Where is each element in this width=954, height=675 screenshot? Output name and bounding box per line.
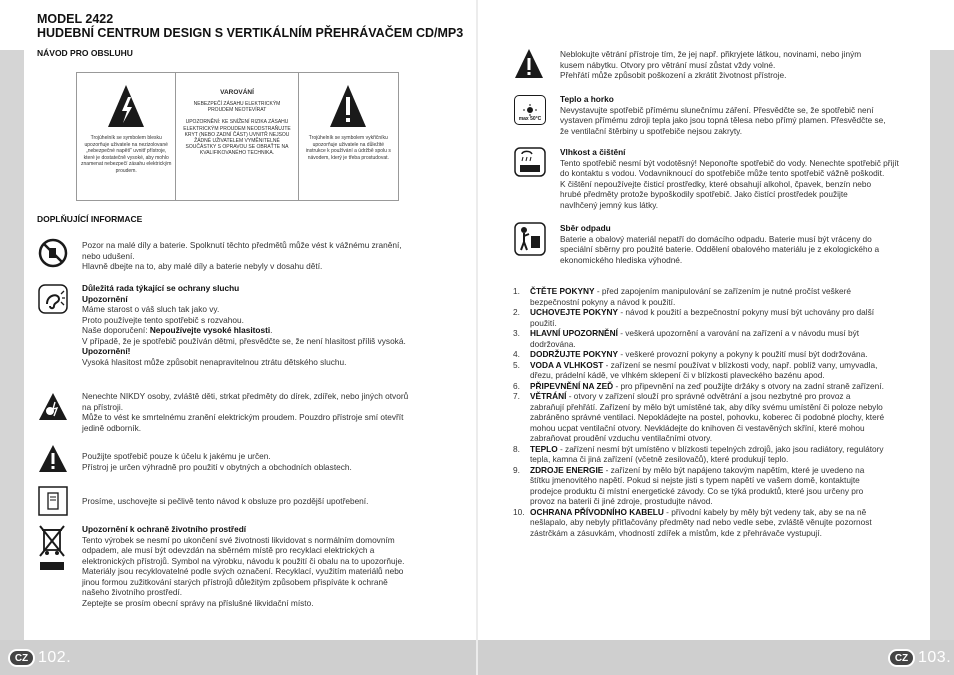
instruction-item: 8. TEPLO - zařízení nesmí být umístěno v blízkosti tepelných zdrojů, jako jsou radiátory, regulátory tepla, kamna či jiná zařízení (včetně zesilovačů), které produkují teplo. — [513, 443, 884, 464]
page-number-103: 103. — [918, 649, 952, 666]
hearing-line-2: Proto používejte tento spotřebič s rozvahou. — [82, 314, 244, 325]
keep-manual-block — [82, 496, 462, 507]
center-fold — [476, 0, 478, 675]
right-footer-band — [478, 640, 954, 675]
ventilation-warning-icon — [514, 48, 544, 80]
instruction-item: 3. HLAVNÍ UPOZORNĚNÍ - veškerá upozornění a varování na zařízení a v návodu musí být dodržována. — [513, 328, 860, 349]
exclamation-warning-cell — [299, 73, 398, 200]
environment-line-2: odpadem, ale musí být odevzdán na sběrném místě pro recyklaci elektrických a — [82, 545, 375, 555]
hearing-recommendation: Nepoužívejte vysoké hlasitosti — [149, 325, 271, 335]
waste-collection-icon — [514, 222, 546, 256]
small-parts-line-2: nebo udušení. — [82, 250, 135, 261]
environment-line-3: elektronických přístrojů. Symbol na výrobku, návodu k použití či obalu na to upozorňuje. — [82, 555, 405, 566]
waste-line-1: Baterie a obalový materiál nepatří do domácího odpadu. Baterie musí být vráceny do — [560, 233, 872, 244]
manual-book-icon — [38, 486, 68, 516]
warning-title: VAROVÁNÍ — [220, 89, 254, 96]
instruction-item: 2. UCHOVEJTE POKYNY - návod k použití a bezpečnostní pokyny musí být uchovány pro další použití. — [513, 307, 875, 328]
hearing-line-4: V případě, že je spotřebič používán dětmi, přesvědčte se, že není hlasitost příliš vysoká. — [82, 335, 406, 346]
waste-line-3: ekonomického hlediska výhodné. — [560, 254, 683, 265]
max-temperature-icon — [514, 95, 546, 125]
keep-manual-line: Prosíme, uschovejte si pečlivě tento návod k obsluze pro pozdější upotřebení. — [82, 496, 369, 506]
warning-text-cell — [176, 73, 298, 200]
weee-bin-icon — [38, 524, 66, 572]
model-title: MODEL 2422 — [37, 12, 114, 26]
waste-title: Sběr odpadu — [560, 223, 611, 233]
max-temp-label: max 50°C — [518, 116, 542, 122]
heat-block — [560, 94, 930, 136]
purpose-line-2: Přístroj je určen výhradně pro použití v obytných a obchodních oblastech. — [82, 461, 352, 472]
sun-icon — [523, 104, 537, 116]
instruction-item: 6. PŘIPEVNĚNÍ NA ZEĎ - pro připevnění na zeď použijte držáky s otvory na zadní straně zařízení. — [513, 380, 884, 391]
environment-title: Upozornění k ochraně životního prostředí — [82, 524, 247, 534]
heat-title: Teplo a horko — [560, 94, 614, 104]
no-small-parts-icon — [38, 238, 68, 268]
left-footer-band — [0, 640, 476, 675]
instruction-item: 9. ZDROJE ENERGIE - zařízení by mělo být napájeno takovým napětím, které je uvedeno na štítku jmenovitého napětí. Pokud si nejste jisti s typem napětí ve vašem domě, kontaktujte prodejce produktu či místní energetické závody. Co se týká produktů, které jsou určeny pro provoz na baterii či jiné zdroje, prostudujte návod. — [513, 464, 865, 506]
electric-line-1: Nenechte NIKDY osoby, zvláště děti, strkat předměty do dírek, zdířek, nebo jiných otvorů — [82, 391, 409, 401]
vent-line-2: kusem nábytku. Otvory pro větrání musí zůstat vždy volné. — [560, 59, 776, 70]
hearing-title: Důležitá rada týkající se ochrany sluchu — [82, 283, 240, 293]
small-parts-block — [82, 240, 462, 272]
moisture-title: Vlhkost a čištění — [560, 147, 626, 157]
hearing-warning-label: Upozornění! — [82, 346, 131, 356]
hearing-block — [82, 283, 462, 367]
moisture-icon — [514, 147, 546, 177]
purpose-block — [82, 451, 462, 472]
instruction-item: 1. ČTĚTE POKYNY - před zapojením manipulování se zařízením je nutné pročíst veškeré bezpečnostní pokyny a návod k použití. — [513, 286, 851, 307]
moisture-block — [560, 147, 930, 210]
electric-block — [82, 391, 462, 433]
environment-line-7: Zeptejte se prosím obecní správy na příslušné likvidační místo. — [82, 597, 314, 608]
safety-instructions-list — [513, 286, 921, 538]
small-parts-line-3: Hlavně dbejte na to, aby malé díly a baterie nebyly v dosahu dětí. — [82, 261, 323, 271]
warning-text-caution: UPOZORNĚNÍ: KE SNÍŽENÍ RIZIKA ZÁSAHU ELEKTRICKÝM PROUDEM NEODSTRAŇUJTE KRYT (NEBO ZADNÍ ČÁST) UVNITŘ NEJSOU ŽÁDNÉ UŽIVATELEM VYMĚNITELNÉ SOUČÁSTKY S OPRAVOU SE OBRAŤTE NA KVALIFIKOVANÉHO TECHNIKA. — [183, 119, 291, 157]
moisture-line-1: Tento spotřebič nesmí být vodotěsný! Neponořte spotřebič do vody. Nenechte spotřebič přijít — [560, 157, 899, 168]
moisture-line-4: hrubé předměty protože bypoškodily spotřebič. Jako čistící prostředek použijte — [560, 189, 848, 199]
warning-text-shock: NEBEZPEČÍ ZÁSAHU ELEKTRICKÝM PROUDEM NEOTEVÍRAT — [193, 101, 281, 114]
moisture-line-5: navlhčený jemný kus látky. — [560, 199, 659, 210]
language-badge-right: CZ — [888, 649, 915, 667]
right-side-strip — [930, 50, 954, 640]
exclamation-explanation: Trojúhelník se symbolem vykřičníku upozorňuje uživatele na důležité instrukce k používání a údržbě spolu s návodem, který je třeba prostudovat. — [305, 135, 391, 161]
exclamation-triangle-icon — [328, 83, 368, 129]
lightning-triangle-icon — [106, 83, 146, 129]
moisture-line-3: K čištění nepoužívejte čisticí prostředky, které obsahují alkohol, čpavek, benzín nebo — [560, 178, 872, 189]
moisture-line-2: do kontaktu s vodou. Vodavniknoucí do spotřebiče může tento spotřebič vážně poškodit. — [560, 168, 885, 178]
electric-shock-icon — [38, 392, 68, 422]
environment-line-6: našeho životního prostředí. — [82, 587, 183, 597]
lightning-warning-cell — [77, 73, 176, 200]
language-badge-left: CZ — [8, 649, 35, 667]
purpose-line-1: Použijte spotřebič pouze k účelu k jakému je určen. — [82, 451, 271, 461]
warning-box — [76, 72, 399, 201]
electric-line-4: jedině odborník. — [82, 422, 142, 433]
ventilation-block — [560, 49, 930, 81]
environment-line-1: Tento výrobek se nesmí po ukončení své životnosti likvidovat s normálním domovním — [82, 534, 395, 545]
small-parts-line-1: Pozor na malé díly a baterie. Spolknutí těchto předmětů může vést k vážnému zranění, — [82, 240, 402, 250]
product-subtitle: HUDEBNÍ CENTRUM DESIGN S VERTIKÁLNÍM PŘEHRÁVAČEM CD/MP3 — [37, 26, 464, 40]
hearing-line-3: Naše doporučení: Nepoužívejte vysoké hlasitosti. — [82, 325, 273, 335]
instruction-item: 10. OCHRANA PŘÍVODNÍHO KABELU - přívodní kabely by měly být vedeny tak, aby se na ně nešlapalo, aby nebyly přiťlačovány předměty nad nebo vedle sebe, zvláště věnujte pozornost zástrčkám a zásuvkám, vhodností zdířek a místům, kde z přehrávače vystupují. — [513, 506, 872, 538]
heat-line-3: že ventilační štěrbiny u spotřebiče nejsou zakryty. — [560, 125, 743, 136]
environment-line-4: Materiály jsou recyklovatelné podle svých označení. Recyklací, využitím materiálů nebo — [82, 566, 404, 576]
section-manual-heading: NÁVOD PRO OBSLUHU — [37, 48, 133, 58]
lightning-explanation: Trojúhelník se symbolem blesku upozorňuje uživatele na nezizolované „nebezpečné napětí“ uvnitř přístroje, které je dostatečně vysoké, aby mohlo znamenat nebezpečí zásahu elektrickým proudem. — [81, 135, 172, 174]
instruction-item: 4. DODRŽUJTE POKYNY - veškeré provozní pokyny a pokyny k použití musí být dodržována. — [513, 349, 868, 359]
hearing-line-1: Máme starost o váš sluch tak jako vy. — [82, 304, 220, 314]
vent-line-3: Přehřátí může způsobit poškození a zkrátit životnost přístroje. — [560, 70, 787, 80]
heat-line-1: Nevystavujte spotřebič přímému slunečnímu záření. Přesvědčte se, že spotřebič není — [560, 104, 874, 115]
warning-triangle-icon — [38, 444, 68, 474]
waste-line-2: speciální sběrny pro použité baterie. Oddělení obalového materiálu je z ekologického a — [560, 244, 880, 254]
instruction-item: 5. VODA A VLHKOST - zařízení se nesmí používat v blízkosti vody, např. poblíž vany, umyvadla, dřezu, prádelní kádě, ve vlhkém sklepení či v blízkosti plaveckého bazénu apod. — [513, 359, 878, 380]
waste-block — [560, 223, 930, 265]
hearing-line-5: Vysoká hlasitost může způsobit nenapravitelnou ztrátu dětského sluchu. — [82, 356, 347, 367]
hearing-protection-icon — [38, 284, 68, 314]
electric-line-3: Může to vést ke smrtelnému zranění elektrickým proudem. Pouzdro přístroje smí otevřít — [82, 412, 404, 422]
document-title — [37, 12, 463, 40]
vent-line-1: Neblokujte větrání přístroje tím, že jej např. přikryjete látkou, novinami, nebo jiným — [560, 49, 862, 59]
environment-block — [82, 524, 462, 608]
right-page-number — [888, 649, 951, 667]
page-number-102: 102. — [38, 649, 72, 666]
instruction-item: 7. VĚTRÁNÍ - otvory v zařízení slouží pro správné odvětrání a jsou nezbytné pro provoz a zabraňují přehřátí. Zařízení by mělo být umístěné tak, aby díky svému umístění či poloze nebylo zabráněno správné ventilaci. Nepokládejte na postel, pohovku, koberec či podobné plochy, které mohou ucpat ventilační otvory. Nevkládejte do knihoven či vestavěných skříní, které mohou zabraňovat proudění vzduchu ventilačními otvory. — [513, 391, 885, 443]
heat-line-2: vystaven přímému zdroji tepla jako jsou topná tělesa nebo přímý plamen. Přesvědčte se, — [560, 115, 886, 125]
environment-line-5: jinou formou zužitkování starých přístrojů důležitým způsobem přispíváte k ochraně — [82, 576, 388, 587]
left-page-number — [8, 649, 71, 667]
electric-line-2: na přístroji. — [82, 401, 124, 412]
section-info-heading: DOPLŇUJÍCÍ INFORMACE — [37, 214, 143, 224]
left-side-strip — [0, 50, 24, 640]
hearing-caution-label: Upozornění — [82, 293, 128, 304]
